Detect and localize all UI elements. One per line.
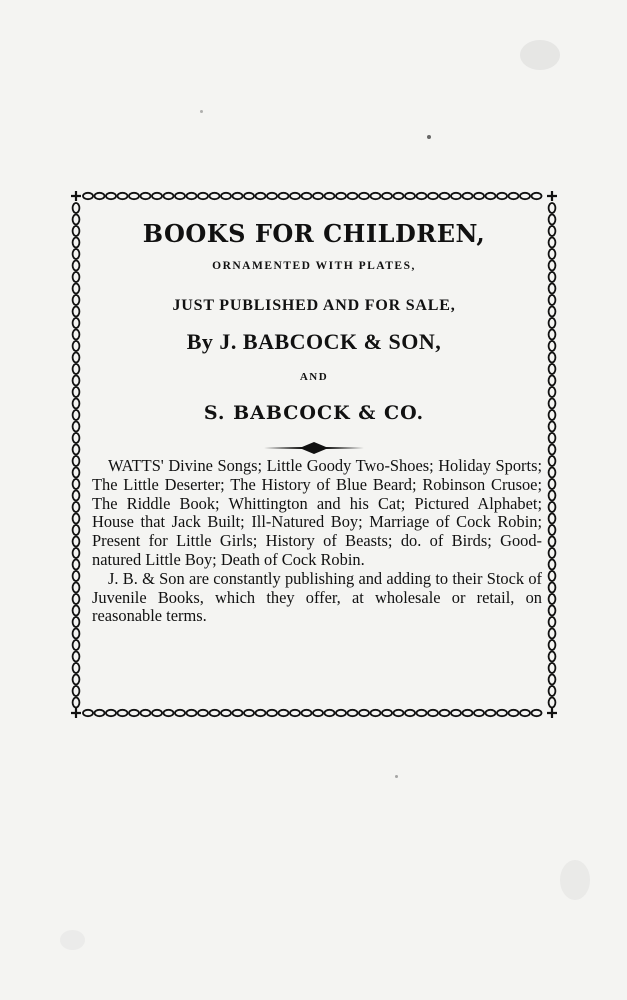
- second-publisher-line: S. BABCOCK & CO.: [203, 402, 425, 424]
- notice-subtitle: ORNAMENTED WITH PLATES,: [212, 260, 416, 272]
- notice-title: BOOKS FOR CHILDREN,: [142, 219, 486, 248]
- conjunction-line: AND: [299, 371, 329, 383]
- advertisement-panel: [86, 205, 542, 705]
- published-line: JUST PUBLISHED AND FOR SALE,: [172, 297, 456, 314]
- publisher-line: By J. BABCOCK & SON,: [186, 329, 442, 354]
- closing-note: J. B. & Son are constantly publishing and adding to their Stock of Juvenile Books, which they offer, at wholesale or retail, on reasonable terms.: [92, 568, 542, 626]
- book-list: WATTS' Divine Songs; Little Goody Two-Shoes; Holiday Sports; The Little Deserter; The History of Blue Beard; Robinson Crusoe; The Riddle Book; Whittington and his Cat; Pictured Alphabet; House that Jack Built; Ill-Natured Boy; Marriage of Cock Robin; Present for Little Girls; History of Beasts; do. of Birds; Good-natured Little Boy; Death of Cock Robin.: [92, 456, 542, 569]
- diamond-rule-ornament: [264, 441, 364, 455]
- book-list-section: [92, 457, 542, 626]
